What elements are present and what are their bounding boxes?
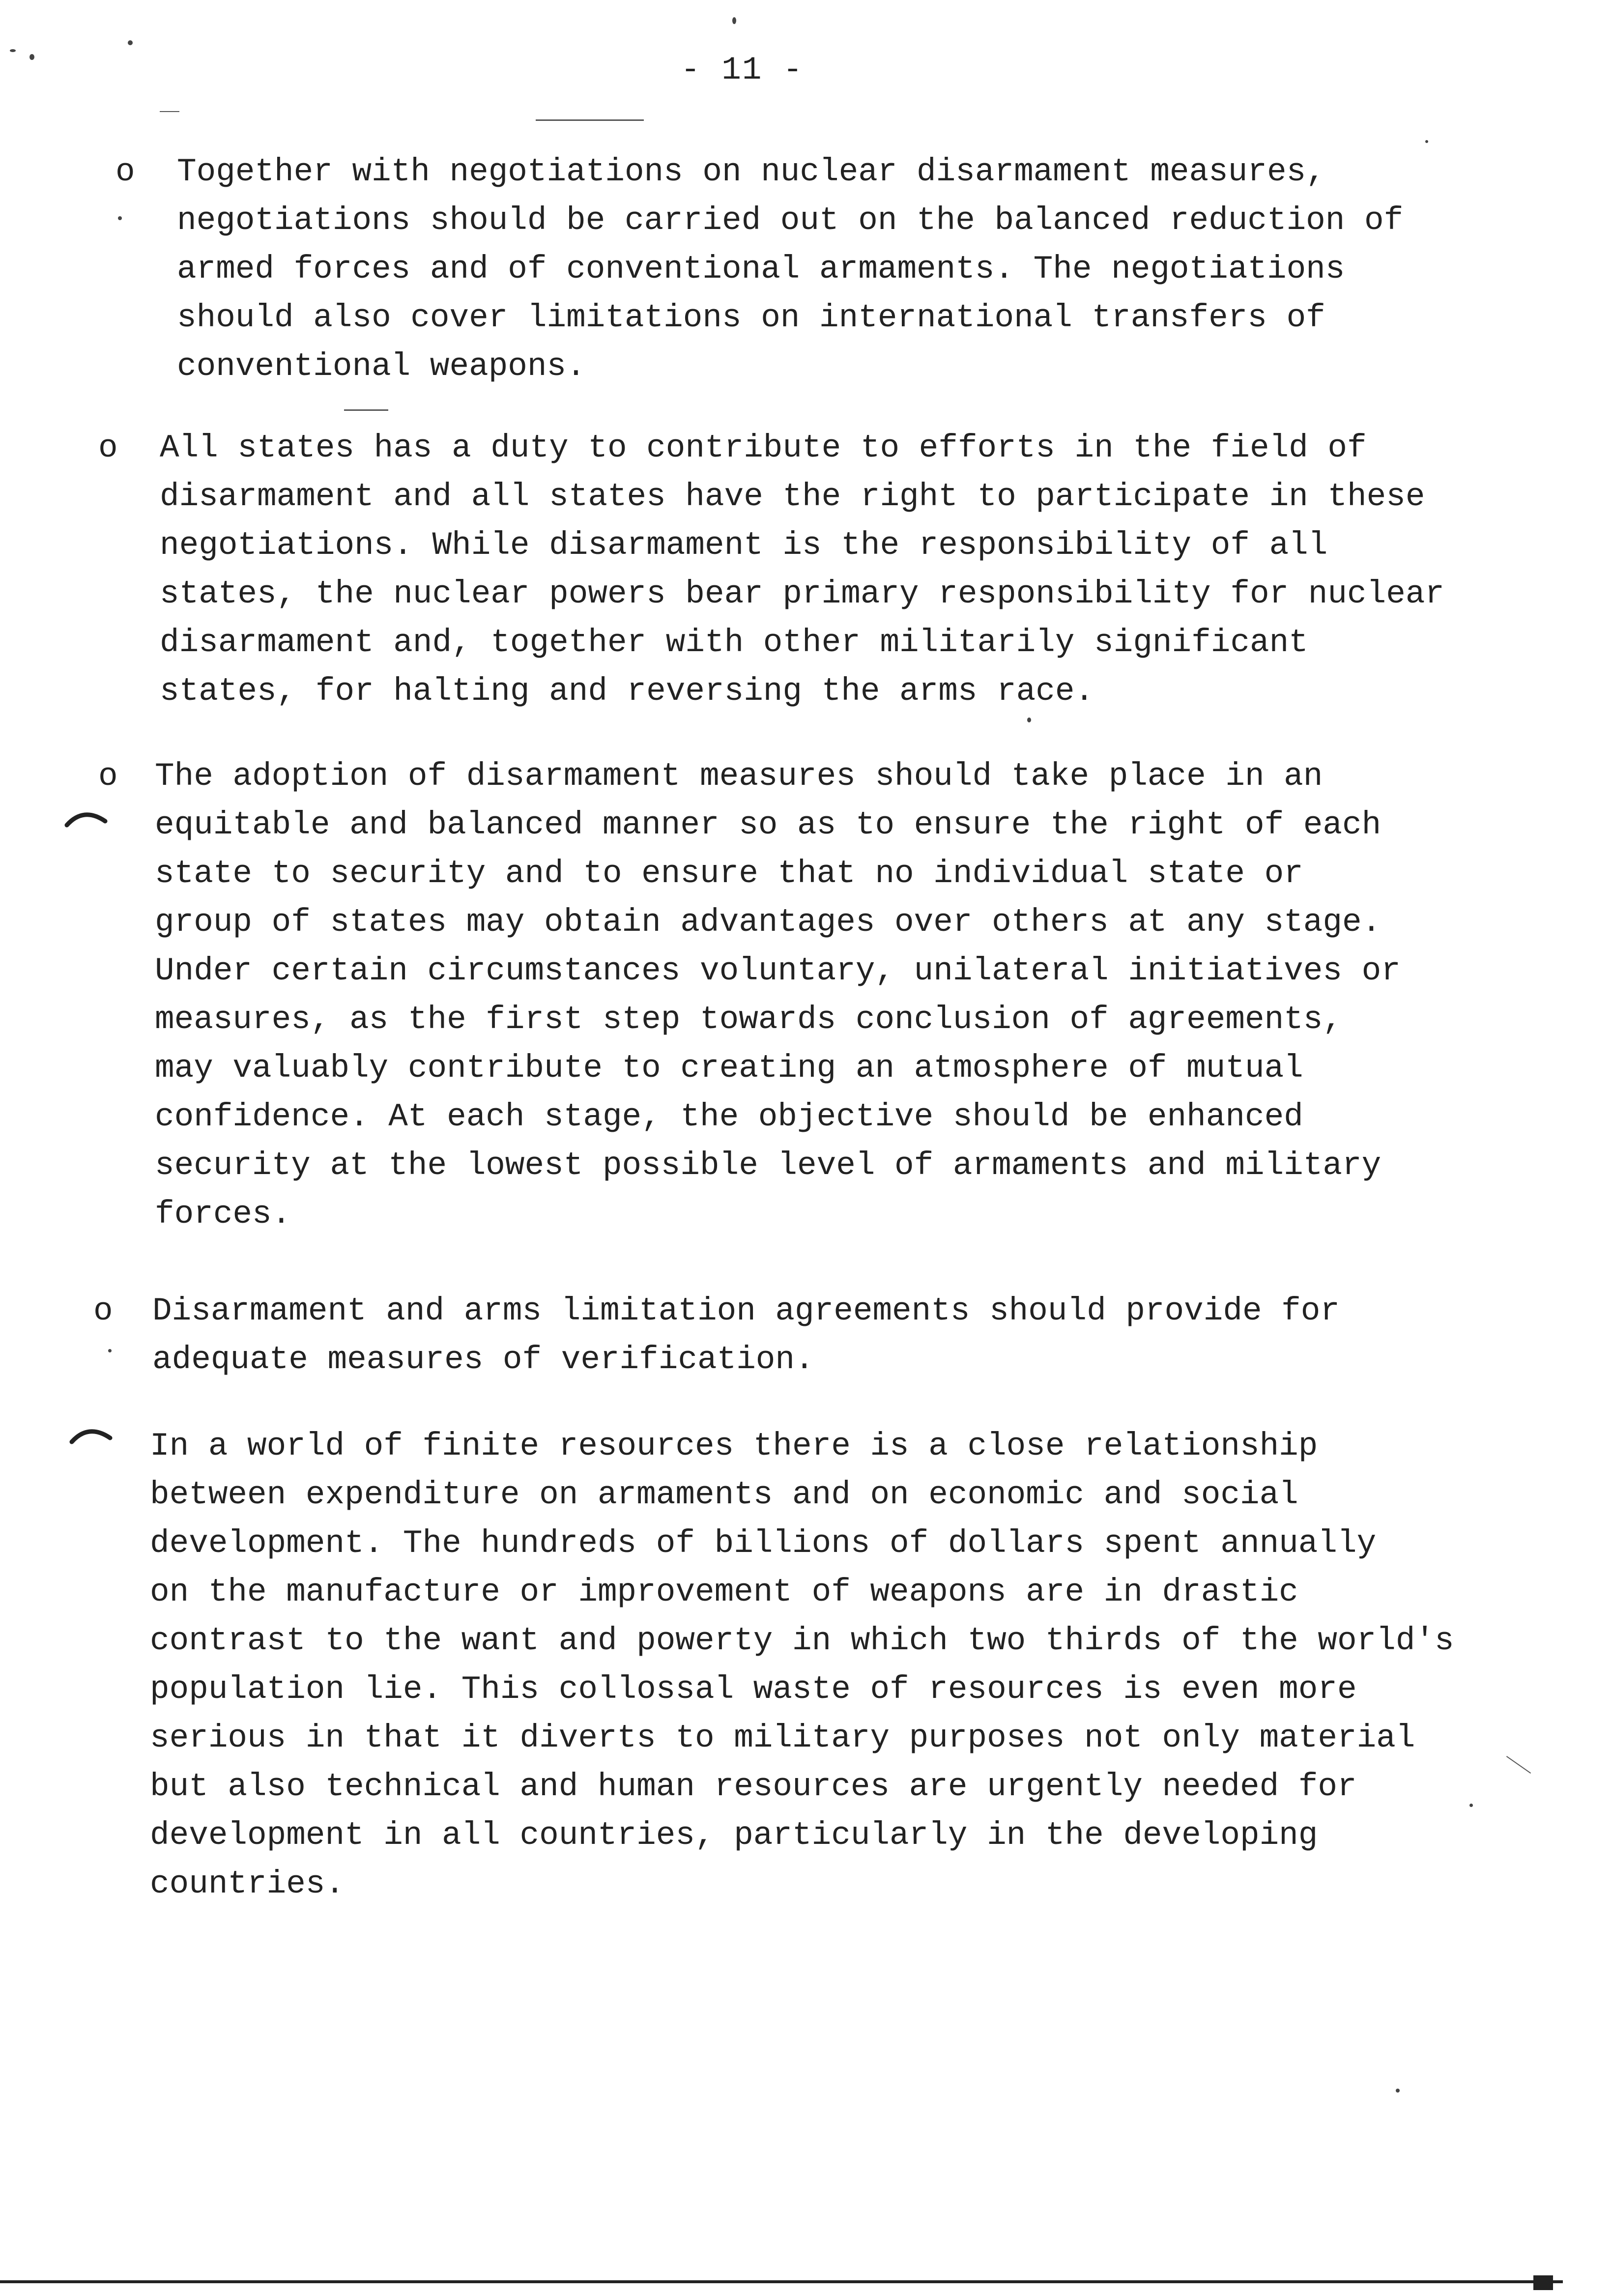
text-line: states, for halting and reversing the arms race. <box>160 673 1094 710</box>
text-line: serious in that it diverts to military purposes not only material <box>150 1720 1415 1756</box>
text-line: may valuably contribute to creating an atmosphere of mutual <box>155 1050 1303 1087</box>
text-line: adequate measures of verification. <box>152 1341 814 1378</box>
text-line: countries. <box>150 1866 345 1902</box>
text-line: should also cover limitations on international transfers of <box>177 299 1325 336</box>
text-line: forces. <box>155 1196 291 1233</box>
text-line: negotiations. While disarmament is the responsibility of all <box>160 527 1328 564</box>
bullet-marker: o <box>115 153 135 190</box>
text-line: Disarmament and arms limitation agreements should provide for <box>152 1292 1340 1329</box>
overline-mark <box>344 409 388 411</box>
bullet-marker: o <box>93 1292 113 1329</box>
scan-speck <box>108 1349 112 1352</box>
scan-mark <box>160 111 179 112</box>
text-line: disarmament and all states have the right to participate in these <box>160 478 1425 515</box>
scan-speck <box>118 216 122 220</box>
text-line: Together with negotiations on nuclear disarmament measures, <box>177 153 1325 190</box>
paragraph-nuclear-conventional <box>177 147 1403 391</box>
paragraph-finite-resources <box>150 1422 1454 1908</box>
scan-speck <box>1425 140 1428 143</box>
bottom-corner-mark <box>1533 2275 1553 2290</box>
text-line: development. The hundreds of billions of dollars spent annually <box>150 1525 1377 1562</box>
text-line: armed forces and of conventional armaments. The negotiations <box>177 251 1345 287</box>
scan-speck <box>1469 1804 1473 1807</box>
text-line: states, the nuclear powers bear primary responsibility for nuclear <box>160 575 1445 612</box>
text-line: but also technical and human resources are urgently needed for <box>150 1768 1357 1805</box>
text-line: security at the lowest possible level of armaments and military <box>155 1147 1382 1184</box>
text-line: population lie. This collossal waste of resources is even more <box>150 1671 1357 1708</box>
scan-speck <box>1027 718 1031 722</box>
text-line: development in all countries, particularly in the developing <box>150 1817 1318 1854</box>
text-line: Under certain circumstances voluntary, unilateral initiatives or <box>155 952 1401 989</box>
margin-bracket-mark <box>69 1425 113 1445</box>
text-line: In a world of finite resources there is a close relationship <box>150 1428 1318 1464</box>
scan-mark <box>1506 1756 1531 1774</box>
text-line: disarmament and, together with other militarily significant <box>160 624 1308 661</box>
text-line: All states has a duty to contribute to efforts in the field of <box>160 430 1367 466</box>
text-line: The adoption of disarmament measures should take place in an <box>155 758 1323 795</box>
bullet-marker: o <box>98 758 118 795</box>
text-line: group of states may obtain advantages over others at any stage. <box>155 904 1382 941</box>
text-line: conventional weapons. <box>177 348 586 385</box>
margin-bracket-mark <box>64 808 108 828</box>
text-line: between expenditure on armaments and on economic and social <box>150 1476 1298 1513</box>
scan-speck <box>732 17 736 24</box>
text-line: state to security and to ensure that no individual state or <box>155 855 1303 892</box>
paragraph-equitable-adoption <box>155 752 1401 1238</box>
text-line: negotiations should be carried out on the balanced reduction of <box>177 202 1404 239</box>
text-line: measures, as the first step towards conclusion of agreements, <box>155 1001 1342 1038</box>
paragraph-duty-of-states <box>160 424 1444 716</box>
text-line: equitable and balanced manner so as to ensure the right of each <box>155 806 1382 843</box>
paragraph-verification <box>152 1287 1340 1384</box>
scan-speck <box>1396 2089 1400 2093</box>
text-line: contrast to the want and powerty in which two thirds of the world's <box>150 1622 1454 1659</box>
text-line: on the manufacture or improvement of weapons are in drastic <box>150 1574 1298 1610</box>
scan-speck <box>128 40 133 45</box>
scan-speck <box>10 49 16 52</box>
page-number: - 11 - <box>681 52 804 88</box>
underline-mark <box>536 119 644 121</box>
scan-speck <box>29 54 34 60</box>
bullet-marker: o <box>98 430 118 466</box>
bottom-rule <box>0 2280 1563 2283</box>
text-line: confidence. At each stage, the objective should be enhanced <box>155 1098 1303 1135</box>
